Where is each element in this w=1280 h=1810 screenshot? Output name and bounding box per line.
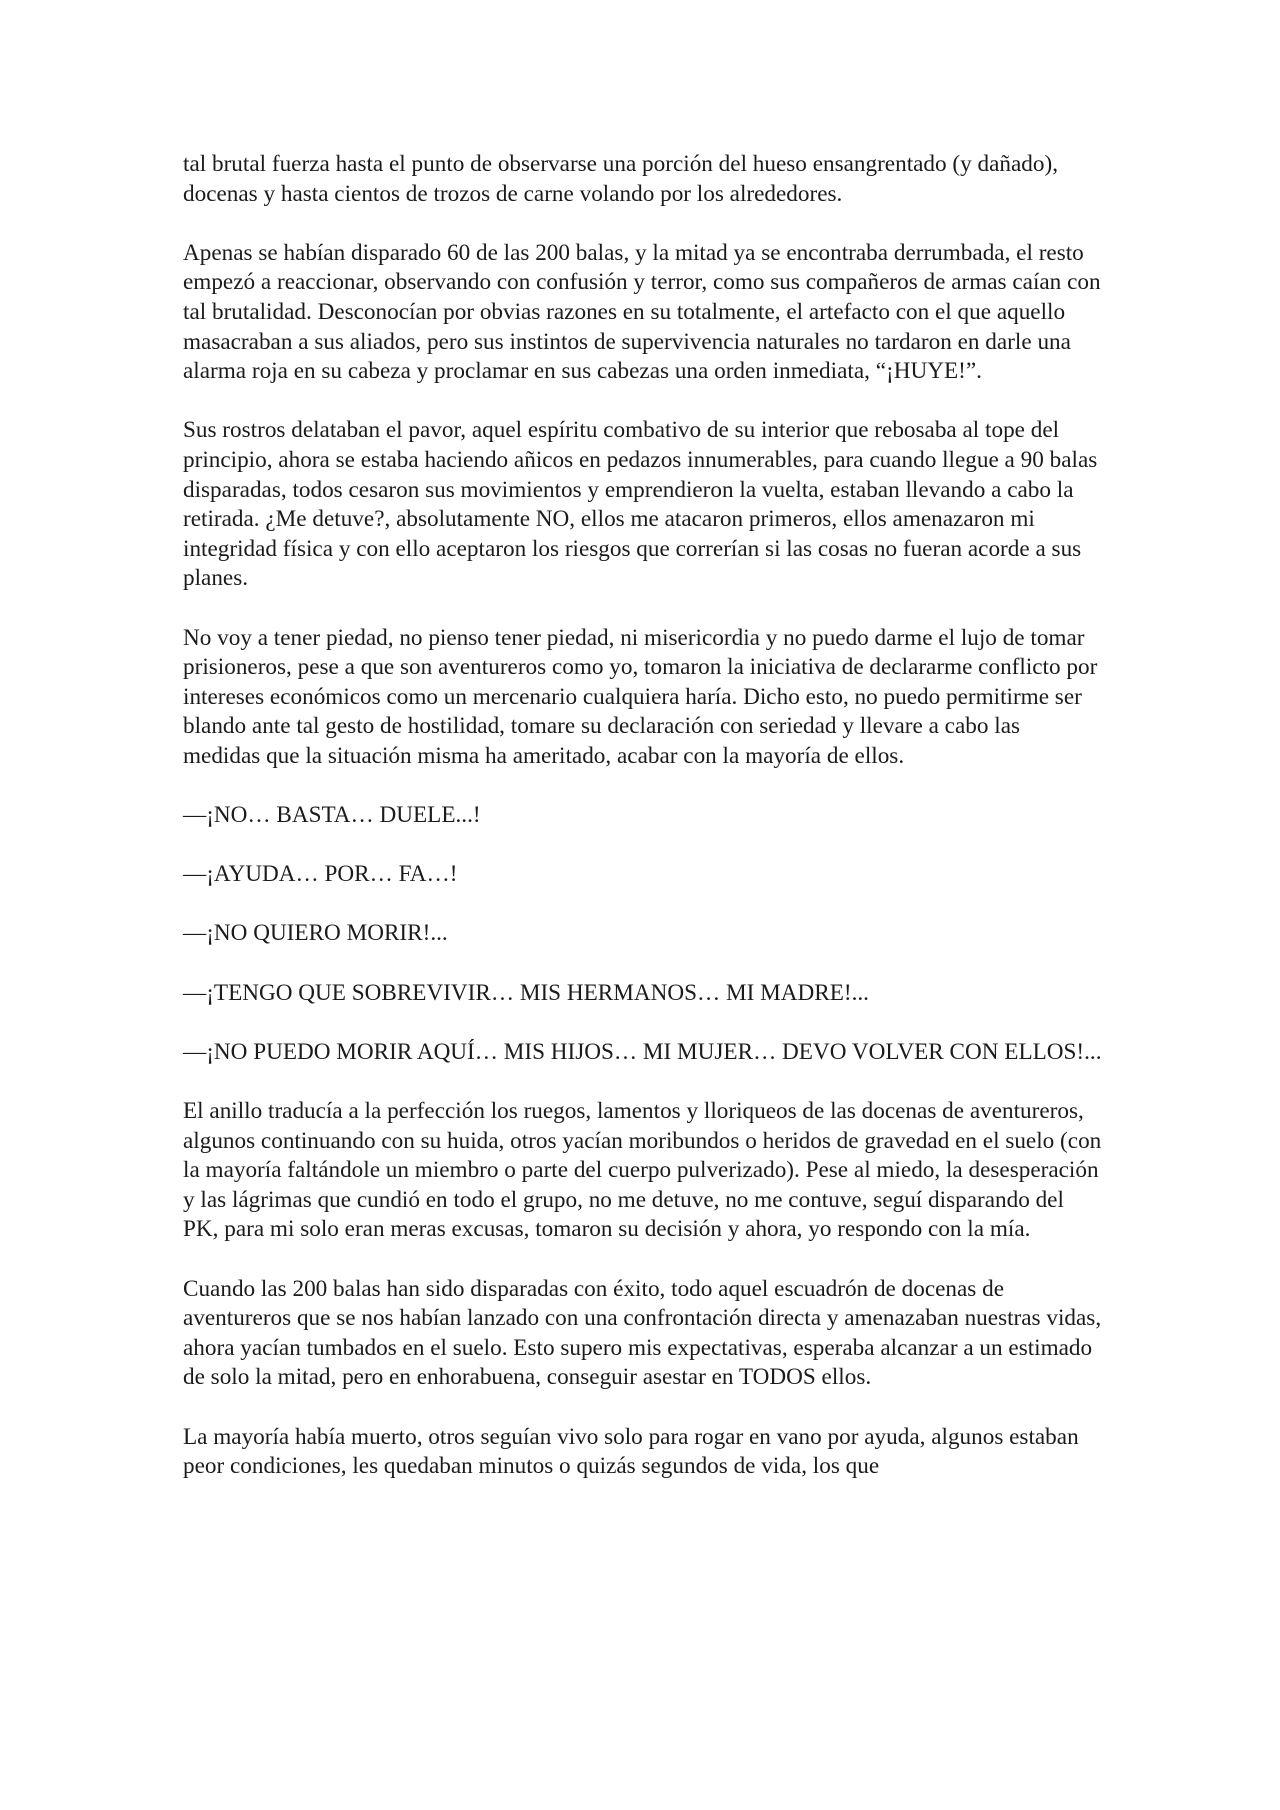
- dialogue-line: —¡NO PUEDO MORIR AQUÍ… MIS HIJOS… MI MUJER… DEVO VOLVER CON ELLOS!...: [183, 1038, 1102, 1065]
- dialogue-line: —¡NO… BASTA… DUELE...!: [183, 802, 481, 829]
- dialogue-line: —¡NO QUIERO MORIR!...: [183, 920, 448, 947]
- paragraph: El anillo traducía a la perfección los ruegos, lamentos y lloriqueos de las docenas de aventureros, algunos continuando con su huida, otros yacían moribundos o heridos de gravedad en el suelo (con la mayoría faltándole un miembro o parte del cuerpo pulverizado). Pese al miedo, la desesperación y las lágrimas que cundió en todo el grupo, no me detuve, no me contuve, seguí disparando del PK, para mi solo eran meras excusas, tomaron su decisión y ahora, yo respondo con la mía.: [183, 1098, 1102, 1243]
- paragraph: Cuando las 200 balas han sido disparadas con éxito, todo aquel escuadrón de docenas de aventureros que se nos habían lanzado con una confrontación directa y amenazaban nuestras vidas, ahora yacían tumbados en el suelo. Esto supero mis expectativas, esperaba alcanzar a un estimado de solo la mitad, pero en enhorabuena, conseguir asestar en TODOS ellos.: [183, 1275, 1102, 1391]
- paragraph: No voy a tener piedad, no pienso tener piedad, ni misericordia y no puedo darme el lujo de tomar prisioneros, pese a que son aventureros como yo, tomaron la iniciativa de declararme conflicto por intereses económicos como un mercenario cualquiera haría. Dicho esto, no puedo permitirme ser blando ante tal gesto de hostilidad, tomare su declaración con seriedad y llevare a cabo las medidas que la situación misma ha ameritado, acabar con la mayoría de ellos.: [183, 624, 1098, 769]
- paragraph: tal brutal fuerza hasta el punto de observarse una porción del hueso ensangrentado (y dañado), docenas y hasta cientos de trozos de carne volando por los alrededores.: [183, 151, 1058, 207]
- paragraph: La mayoría había muerto, otros seguían vivo solo para rogar en vano por ayuda, algunos estaban peor condiciones, les quedaban minutos o quizás segundos de vida, los que: [183, 1423, 1079, 1480]
- paragraph: Apenas se habían disparado 60 de las 200 balas, y la mitad ya se encontraba derrumbada, el resto empezó a reaccionar, observando con confusión y terror, como sus compañeros de armas caían con tal brutalidad. Desconocían por obvias razones en su totalmente, el artefacto con el que aquello masacraban a sus aliados, pero sus instintos de supervivencia naturales no tardaron en darle una alarma roja en su cabeza y proclamar en sus cabezas una orden inmediata, “¡HUYE!”.: [183, 239, 1101, 385]
- dialogue-line: —¡TENGO QUE SOBREVIVIR… MIS HERMANOS… MI MADRE!...: [183, 979, 869, 1006]
- dialogue-line: —¡AYUDA… POR… FA…!: [183, 861, 458, 888]
- document-body: [183, 150, 1103, 1482]
- paragraph: Sus rostros delataban el pavor, aquel espíritu combativo de su interior que rebosaba al tope del principio, ahora se estaba haciendo añicos en pedazos innumerables, para cuando llegue a 90 balas disparadas, todos cesaron sus movimientos y emprendieron la vuelta, estaban llevando a cabo la retirada. ¿Me detuve?, absolutamente NO, ellos me atacaron primeros, ellos amenazaron mi integridad física y con ello aceptaron los riesgos que correrían si las cosas no fueran acorde a sus planes.: [183, 417, 1098, 592]
